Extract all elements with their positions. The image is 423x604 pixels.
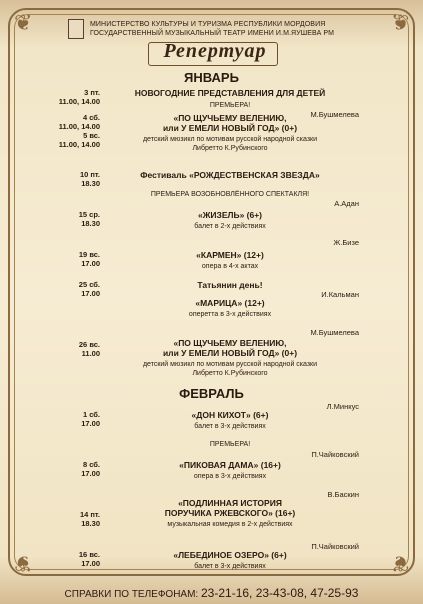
corner-ornament-icon: ❦ [14, 10, 33, 35]
footer-contacts [0, 586, 423, 600]
corner-ornament-icon: ❦ [390, 10, 409, 35]
event-title: НОВОГОДНИЕ ПРЕДСТАВЛЕНИЯ ДЛЯ ДЕТЕЙ [134, 88, 326, 98]
event-title: «ЖИЗЕЛЬ» (6+) [197, 210, 263, 220]
event-date: 10 пт. 18.30 [79, 170, 100, 188]
event-title: «ПО ЩУЧЬЕМУ ВЕЛЕНИЮ, или У ЕМЕЛИ НОВЫЙ ГОД» (0+) [162, 338, 298, 358]
event-title: Фестиваль «РОЖДЕСТВЕНСКАЯ ЗВЕЗДА» [140, 170, 320, 180]
event-title: «ПИКОВАЯ ДАМА» (16+) [179, 460, 281, 470]
event-subtitle: детский мюзикл по мотивам русской народной сказки Либретто К.Рубинского [142, 361, 318, 377]
event-date: 16 вс. 17.00 [78, 550, 100, 568]
event-title: «ПО ЩУЧЬЕМУ ВЕЛЕНИЮ, или У ЕМЕЛИ НОВЫЙ ГОД» (0+) [162, 113, 298, 133]
event-composer: М.Бушмелева [310, 110, 359, 119]
event-subtitle: балет в 3-х действиях [194, 563, 266, 570]
event-subtitle: оперетта в 3-х действиях [188, 311, 272, 318]
footer-label: СПРАВКИ ПО ТЕЛЕФОНАМ: [64, 589, 199, 600]
event-composer: Ж.Бизе [333, 238, 359, 247]
event-date: 3 пт. 11.00, 14.00 [58, 88, 100, 106]
event-composer: И.Кальман [321, 290, 359, 299]
event-subtitle: опера в 4-х актах [201, 263, 259, 270]
theatre-line: ГОСУДАРСТВЕННЫЙ МУЗЫКАЛЬНЫЙ ТЕАТР ИМЕНИ И.М.ЯУШЕВА РМ [90, 30, 335, 37]
footer-phones: 23-21-16, 23-43-08, 47-25-93 [201, 586, 359, 600]
event-date: 4 сб. 11.00, 14.00 5 вс. 11.00, 14.00 [58, 113, 100, 149]
event-composer: Л.Минкус [326, 402, 359, 411]
event-title: «ПОДЛИННАЯ ИСТОРИЯ ПОРУЧИКА РЖЕВСКОГО» (16+) [164, 498, 296, 518]
theatre-logo-icon [68, 19, 84, 39]
corner-ornament-icon: ❦ [14, 551, 33, 576]
event-title: «КАРМЕН» (12+) [196, 250, 264, 260]
event-title: «МАРИЦА» (12+) [195, 298, 265, 308]
corner-ornament-icon: ❦ [390, 551, 409, 576]
event-subtitle: балет в 3-х действиях [194, 423, 266, 430]
month-february: ФЕВРАЛЬ [179, 386, 244, 401]
event-note: ПРЕМЬЕРА! [209, 441, 251, 448]
event-subtitle: балет в 2-х действиях [194, 223, 266, 230]
event-date: 1 сб. 17.00 [81, 410, 100, 428]
event-date: 8 сб. 17.00 [81, 460, 100, 478]
event-date: 14 пт. 18.30 [79, 510, 100, 528]
header [90, 20, 334, 38]
event-note: ПРЕМЬЕРА! [209, 102, 251, 109]
event-subtitle: детский мюзикл по мотивам русской народной сказки Либретто К.Рубинского [142, 136, 318, 152]
event-title: «ЛЕБЕДИНОЕ ОЗЕРО» (6+) [173, 550, 287, 560]
event-date: 26 вс. 11.00 [78, 340, 100, 358]
event-note: Татьянин день! [197, 280, 263, 290]
event-composer: А.Адан [334, 199, 359, 208]
page-title: Репертуар [163, 40, 267, 62]
month-january: ЯНВАРЬ [184, 70, 239, 85]
ministry-line: МИНИСТЕРСТВО КУЛЬТУРЫ И ТУРИЗМА РЕСПУБЛИКИ МОРДОВИЯ [90, 21, 326, 28]
event-title: «ДОН КИХОТ» (6+) [191, 410, 269, 420]
event-subtitle: музыкальная комедия в 2-х действиях [167, 521, 293, 528]
event-note: ПРЕМЬЕРА ВОЗОБНОВЛЁННОГО СПЕКТАКЛЯ! [150, 191, 310, 198]
event-date: 19 вс. 17.00 [78, 250, 100, 268]
event-composer: П.Чайковский [311, 450, 359, 459]
event-composer: В.Баскин [327, 490, 359, 499]
event-date: 25 сб. 17.00 [78, 280, 100, 298]
event-composer: М.Бушмелева [310, 328, 359, 337]
event-composer: П.Чайковский [311, 542, 359, 551]
event-subtitle: опера в 3-х действиях [193, 473, 267, 480]
event-date: 15 ср. 18.30 [78, 210, 100, 228]
